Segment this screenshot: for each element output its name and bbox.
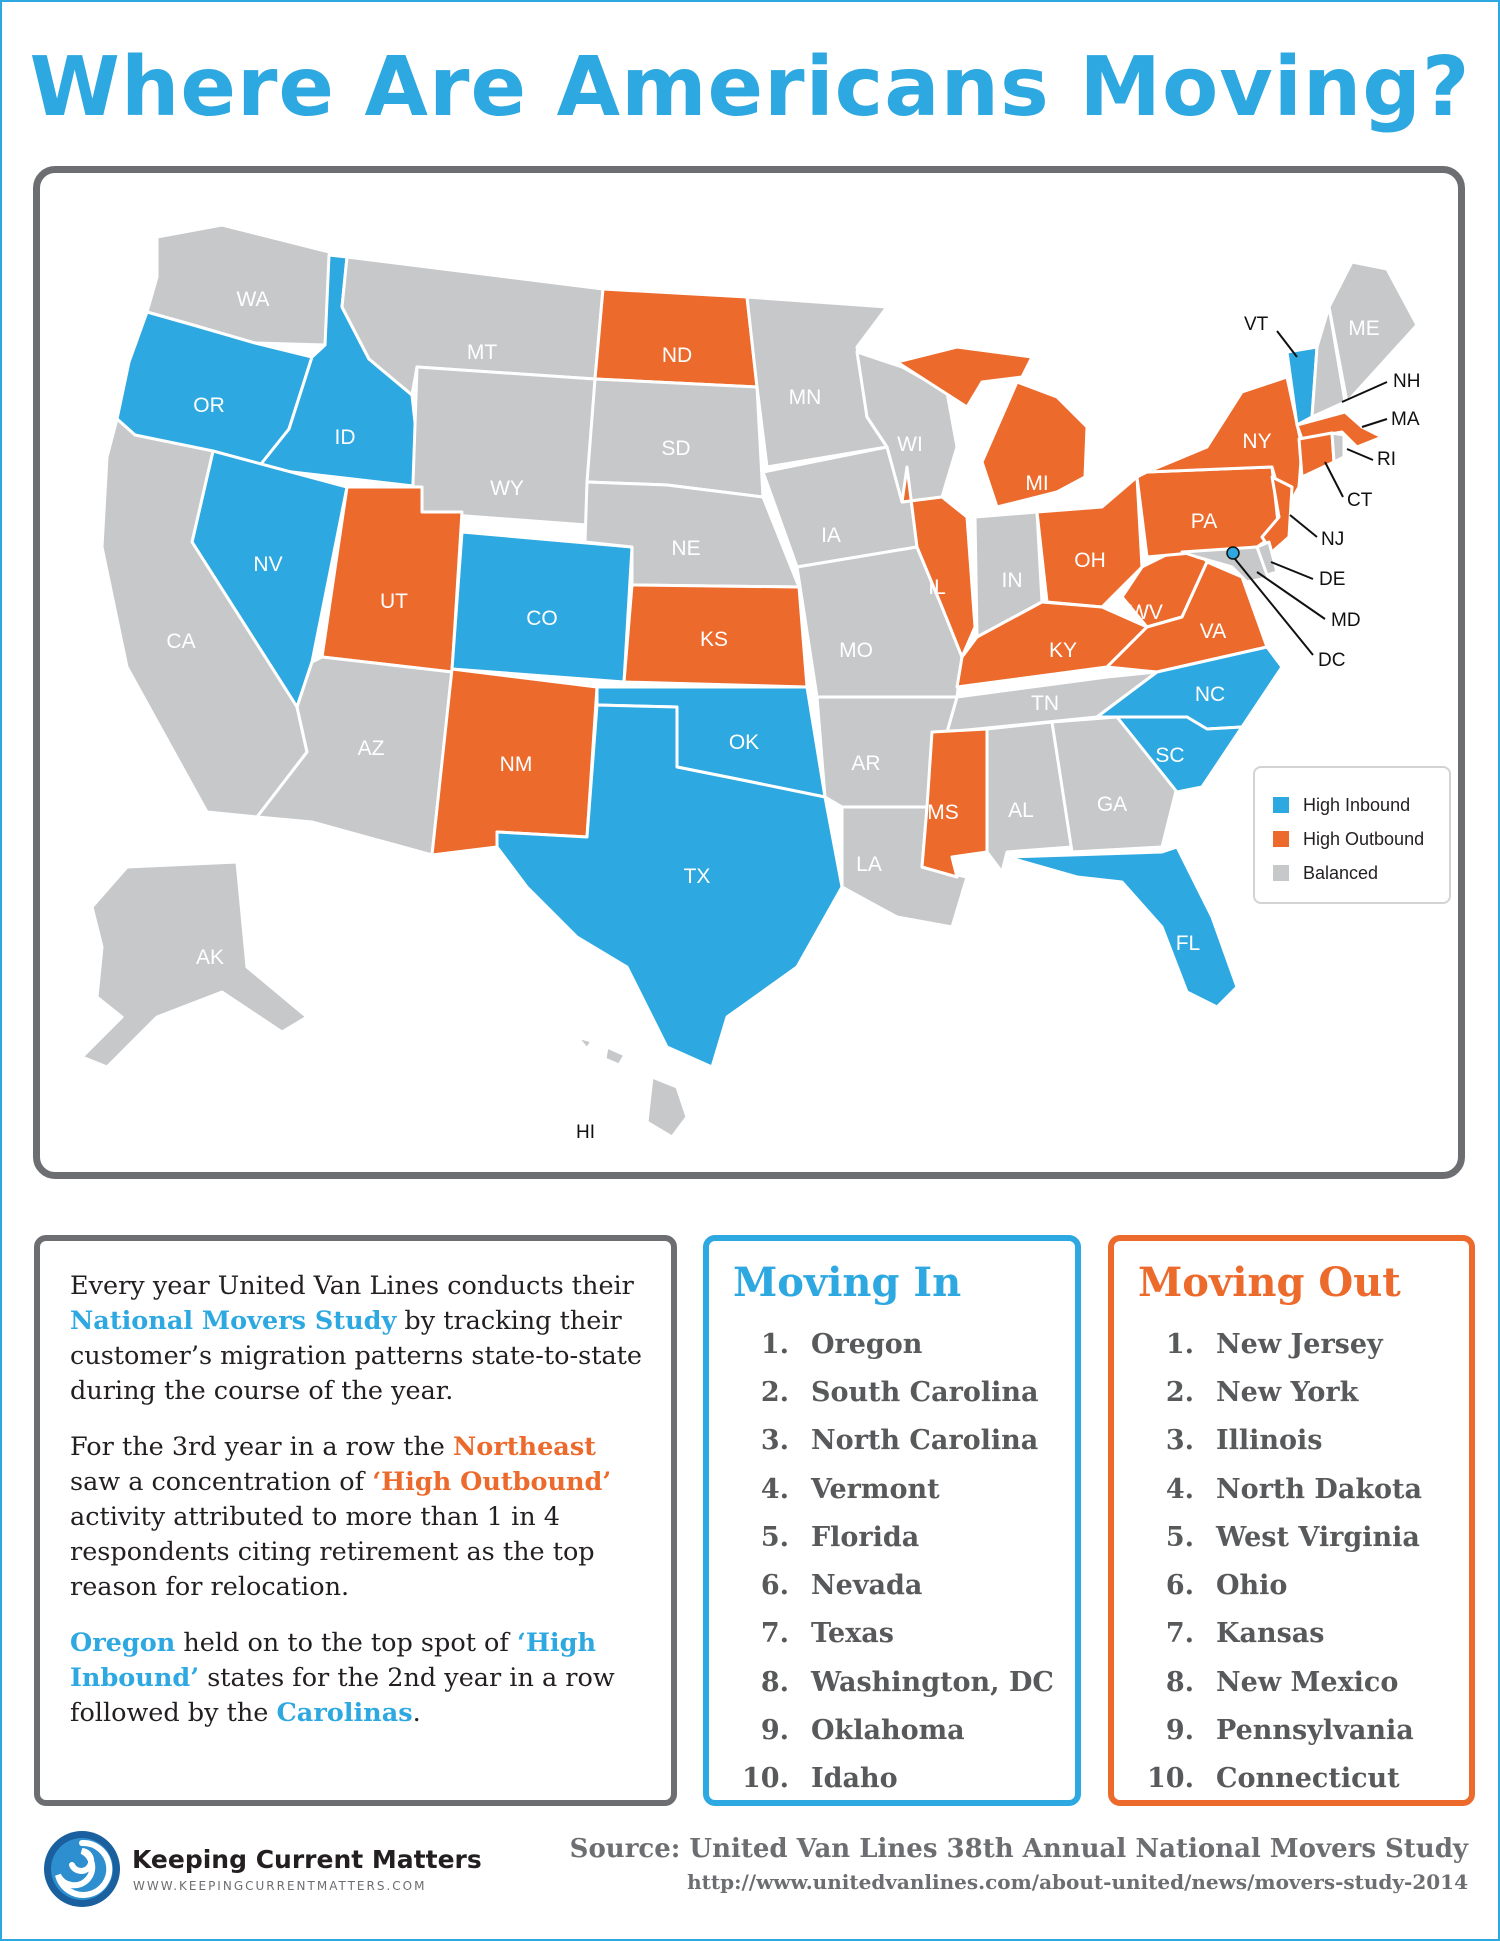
- state-label: MD: [1331, 610, 1361, 631]
- rank-number: 2.: [1165, 1376, 1194, 1408]
- list-item: [1132, 1513, 1469, 1561]
- list-item: [727, 1465, 1075, 1513]
- state-label: MS: [927, 801, 959, 824]
- state-name: Oregon: [811, 1328, 923, 1360]
- state-name: North Carolina: [811, 1425, 1039, 1457]
- map-legend: [1253, 766, 1451, 904]
- state-label: AL: [1008, 799, 1034, 822]
- state-name: Idaho: [811, 1763, 898, 1795]
- rank-number: 1.: [1165, 1328, 1194, 1360]
- state-label: TX: [683, 865, 711, 888]
- state-label: UT: [380, 590, 408, 613]
- moving-in-panel: [703, 1235, 1081, 1806]
- page-title: Where Are Americans Moving?: [29, 40, 1471, 135]
- list-item: [727, 1417, 1075, 1465]
- list-item: [1132, 1368, 1469, 1416]
- state-label: PA: [1190, 510, 1218, 533]
- moving-out-panel: [1108, 1235, 1475, 1806]
- state-label: MT: [466, 341, 498, 364]
- list-item: [727, 1610, 1075, 1658]
- rank-number: 10.: [1147, 1763, 1194, 1795]
- state-label: VT: [1244, 314, 1269, 335]
- state-label: WV: [1129, 601, 1163, 624]
- moving-out-list: [1132, 1320, 1469, 1803]
- state-name: Florida: [811, 1521, 920, 1553]
- state-label: KY: [1048, 639, 1078, 662]
- state-label: AK: [195, 946, 225, 969]
- state-name: Ohio: [1216, 1570, 1288, 1602]
- state-name: North Dakota: [1216, 1473, 1423, 1505]
- rank-number: 2.: [760, 1376, 789, 1408]
- state-label: OK: [728, 731, 760, 754]
- list-item: [727, 1513, 1075, 1561]
- legend-label: High Inbound: [1303, 794, 1411, 815]
- list-item: [1132, 1417, 1469, 1465]
- rank-number: 10.: [742, 1763, 789, 1795]
- summary-paragraph: Oregon held on to the top spot of ‘High Inbound’ states for the 2nd year in a row followed by the Carolinas.: [70, 1628, 615, 1728]
- legend-item-balanced: [1273, 856, 1449, 890]
- list-item: [1132, 1755, 1469, 1803]
- summary-paragraph: For the 3rd year in a row the Northeast saw a concentration of ‘High Outbound’ activity attributed to more than 1 in 4 respondents citing retirement as the top reason for relocation.: [70, 1432, 612, 1602]
- source-url[interactable]: http://www.unitedvanlines.com/about-united/news/movers-study-2014: [687, 1870, 1468, 1894]
- state-name: New York: [1216, 1376, 1359, 1408]
- state-name: Nevada: [811, 1570, 923, 1602]
- brand-name: Keeping Current Matters: [132, 1845, 482, 1874]
- rank-number: 3.: [760, 1425, 789, 1457]
- state-label: RI: [1377, 449, 1396, 470]
- rank-number: 7.: [1165, 1618, 1194, 1650]
- state-name: Illinois: [1216, 1425, 1323, 1457]
- rank-number: 4.: [760, 1473, 789, 1505]
- state-label: CO: [526, 607, 558, 630]
- state-label: AR: [851, 752, 881, 775]
- state-nd[interactable]: [595, 289, 757, 387]
- list-item: [727, 1658, 1075, 1706]
- rank-number: 5.: [1165, 1521, 1194, 1553]
- rank-number: 6.: [1165, 1570, 1194, 1602]
- legend-item-high-outbound: [1273, 822, 1449, 856]
- legend-swatch: [1273, 865, 1289, 881]
- state-name: Washington, DC: [811, 1666, 1054, 1698]
- state-label: LA: [856, 853, 882, 876]
- state-label: GA: [1096, 793, 1128, 816]
- state-label: MN: [788, 386, 822, 409]
- list-item: [1132, 1561, 1469, 1609]
- state-name: West Virginia: [1216, 1521, 1420, 1553]
- brand-logo-icon: [42, 1829, 122, 1909]
- state-label: NE: [671, 537, 701, 560]
- state-label: OH: [1074, 549, 1106, 572]
- moving-in-heading: Moving In: [733, 1259, 962, 1306]
- legend-label: High Outbound: [1303, 828, 1425, 849]
- state-name: South Carolina: [811, 1376, 1039, 1408]
- state-label: DC: [1318, 650, 1346, 671]
- list-item: [727, 1561, 1075, 1609]
- state-label: CA: [166, 630, 196, 653]
- list-item: [1132, 1320, 1469, 1368]
- state-label: SD: [661, 437, 691, 460]
- rank-number: 4.: [1165, 1473, 1194, 1505]
- legend-label: Balanced: [1303, 862, 1379, 883]
- state-label: ID: [334, 426, 356, 449]
- rank-number: 6.: [760, 1570, 789, 1602]
- list-item: [1132, 1706, 1469, 1754]
- rank-number: 8.: [1165, 1666, 1194, 1698]
- state-name: Kansas: [1216, 1618, 1325, 1650]
- state-label: VA: [1199, 620, 1227, 643]
- state-name: Pennsylvania: [1216, 1715, 1414, 1747]
- list-item: [727, 1755, 1075, 1803]
- state-label: HI: [576, 1122, 595, 1143]
- list-item: [1132, 1465, 1469, 1513]
- state-label: WA: [236, 288, 270, 311]
- state-name: New Jersey: [1216, 1328, 1383, 1360]
- rank-number: 3.: [1165, 1425, 1194, 1457]
- state-label: NV: [253, 553, 283, 576]
- state-label: IN: [1001, 569, 1023, 592]
- brand-url[interactable]: WWW.KEEPINGCURRENTMATTERS.COM: [133, 1879, 427, 1893]
- state-label: NJ: [1321, 529, 1345, 550]
- state-label: OR: [193, 394, 225, 417]
- state-label: FL: [1175, 932, 1201, 955]
- legend-swatch: [1273, 831, 1289, 847]
- state-label: WI: [897, 433, 923, 456]
- state-fl[interactable]: [1007, 847, 1237, 1007]
- state-oh[interactable]: [1037, 477, 1142, 607]
- rank-number: 7.: [760, 1618, 789, 1650]
- rank-number: 5.: [760, 1521, 789, 1553]
- state-label: DE: [1319, 569, 1346, 590]
- legend-item-high-inbound: [1273, 788, 1449, 822]
- state-label: MI: [1025, 472, 1049, 495]
- state-label: IL: [928, 576, 946, 599]
- state-name: Connecticut: [1216, 1763, 1400, 1795]
- list-item: [727, 1320, 1075, 1368]
- list-item: [1132, 1610, 1469, 1658]
- state-label: NY: [1242, 430, 1272, 453]
- source-text: Source: United Van Lines 38th Annual National Movers Study: [569, 1834, 1468, 1864]
- study-summary-panel: [34, 1235, 677, 1806]
- state-label: SC: [1155, 744, 1185, 767]
- list-item: [1132, 1658, 1469, 1706]
- dc-marker[interactable]: [1227, 547, 1239, 559]
- state-label: MO: [839, 639, 873, 662]
- state-label: TN: [1031, 692, 1059, 715]
- state-label: WY: [490, 477, 524, 500]
- rank-number: 1.: [760, 1328, 789, 1360]
- legend-swatch: [1273, 797, 1289, 813]
- state-wy[interactable]: [412, 367, 595, 525]
- state-name: Vermont: [811, 1473, 940, 1505]
- state-label: NM: [499, 753, 533, 776]
- state-label: ME: [1348, 317, 1380, 340]
- state-name: Oklahoma: [811, 1715, 965, 1747]
- source-citation: [570, 1834, 1468, 1894]
- rank-number: 9.: [1165, 1715, 1194, 1747]
- us-map: [40, 173, 1458, 1172]
- state-name: New Mexico: [1216, 1666, 1399, 1698]
- state-label: CT: [1347, 490, 1373, 511]
- state-label: MA: [1391, 409, 1420, 430]
- rank-number: 9.: [760, 1715, 789, 1747]
- list-item: [727, 1368, 1075, 1416]
- state-ak[interactable]: [82, 862, 307, 1067]
- state-label: IA: [821, 524, 841, 547]
- state-name: Texas: [811, 1618, 894, 1650]
- state-label: KS: [699, 628, 729, 651]
- state-ut[interactable]: [322, 487, 462, 672]
- moving-out-heading: Moving Out: [1138, 1259, 1401, 1306]
- summary-paragraph: Every year United Van Lines conducts their National Movers Study by tracking their customer’s migration patterns state-to-state during the course of the year.: [70, 1271, 642, 1406]
- state-ri[interactable]: [1332, 433, 1344, 462]
- study-name: National Movers Study: [70, 1306, 397, 1336]
- state-label: NH: [1393, 371, 1421, 392]
- list-item: [727, 1706, 1075, 1754]
- rank-number: 8.: [760, 1666, 789, 1698]
- state-label: NC: [1194, 683, 1226, 706]
- moving-in-list: [727, 1320, 1075, 1803]
- state-label: ND: [661, 344, 693, 367]
- state-label: AZ: [357, 737, 385, 760]
- map-panel: [33, 166, 1465, 1179]
